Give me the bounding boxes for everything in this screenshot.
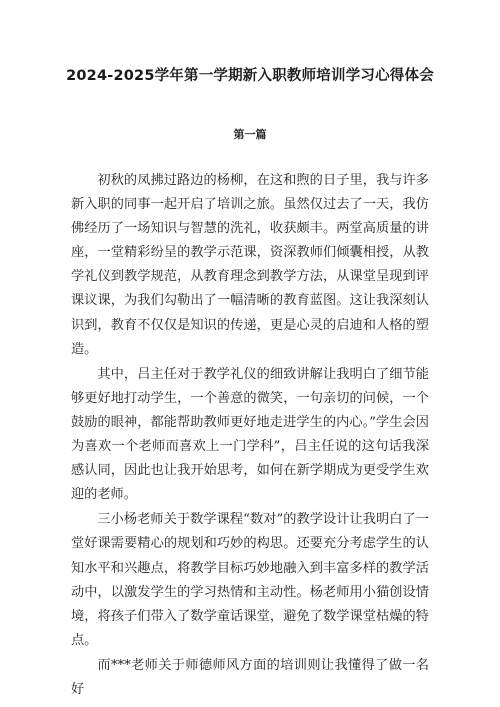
document-body [71,169,429,702]
body-paragraph: 初秋的凤拂过路边的杨柳，在这和煦的日子里，我与许多新入职的同事一起开启了培训之旅。虽然仅过去了一天，我仿佛经历了一场知识与智慧的洗礼，收获颇丰。两堂高质量的讲座，一堂精彩纷呈的教学示范课，资深教师们倾囊相授，从教学礼仪到教学规范，从教育理念到教学方法，从课堂呈现到评课议课，为我们勾勒出了一幅清晰的教育蓝图。这让我深刻认识到，教育不仅仅是知识的传递，更是心灵的启迪和人格的塑造。 [71,173,429,357]
body-paragraph: 而***老师关于师德师风方面的培训则让我懂得了做一名好 [71,657,429,697]
body-paragraph: 其中，吕主任对于教学礼仪的细致讲解让我明白了细节能够更好地打动学生，一个善意的微笑，一句亲切的问候，一个鼓励的眼神，都能帮助教师更好地走进学生的内心。”学生会因为喜欢一个老师而喜欢上一门学科”，吕主任说的这句话我深感认同，因此也让我开始思考，如何在新学期成为更受学生欢迎的老师。 [71,366,429,503]
section-heading: 第一篇 [233,128,267,141]
document-title: 2024-2025学年第一学期新入职教师培训学习心得体会 [66,68,434,84]
body-paragraph: 三小杨老师关于数学课程“数对”的教学设计让我明白了一堂好课需要精心的规划和巧妙的构思。还要充分考虑学生的认知水平和兴趣点，将教学目标巧妙地融入到丰富多样的教学活动中，以激发学生的学习热情和主动性。杨老师用小猫创设情境，将孩子们带入了数学童话课堂，避免了数学课堂枯燥的特点。 [71,512,429,648]
